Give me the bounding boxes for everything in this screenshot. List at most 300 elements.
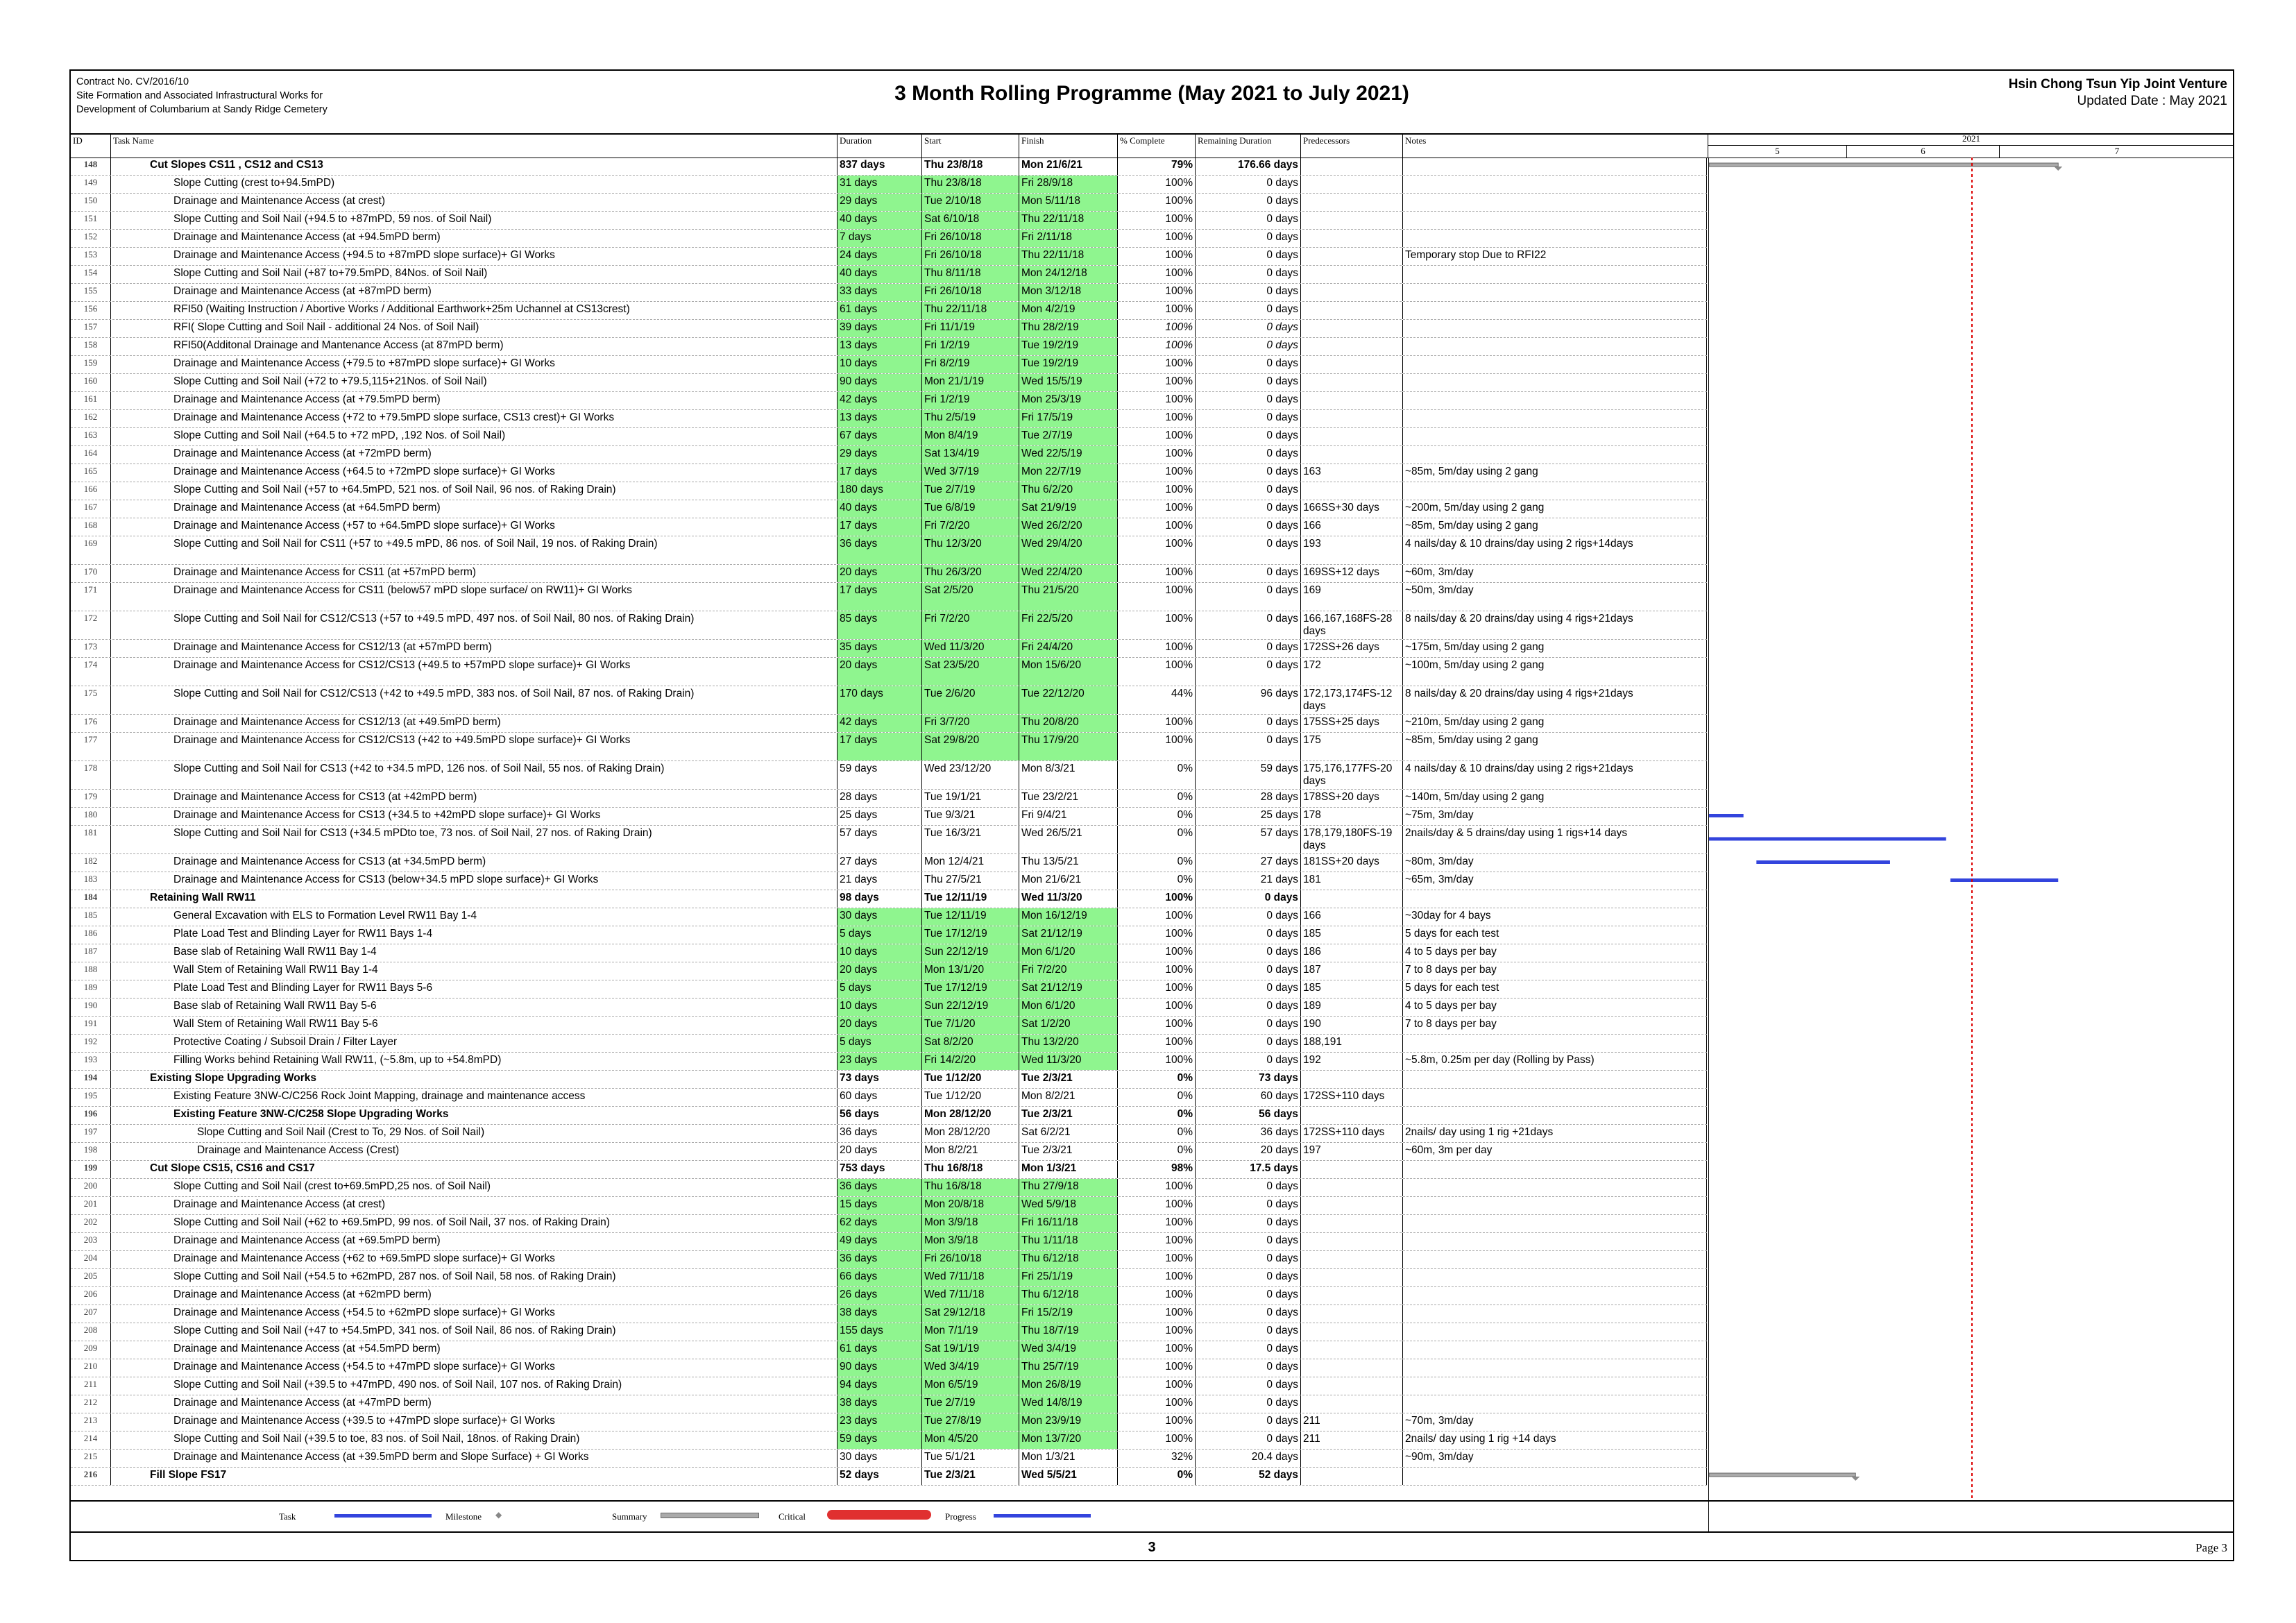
- task-name: Drainage and Maintenance Access (at +79.5mPD berm): [111, 392, 837, 409]
- task-notes: [1403, 1071, 1707, 1088]
- task-start: Sat 23/5/20: [922, 658, 1019, 686]
- task-finish: Wed 29/4/20: [1019, 536, 1118, 564]
- task-finish: Mon 21/6/21: [1019, 872, 1118, 890]
- task-id: 157: [71, 320, 111, 337]
- summary-task-row: [71, 1161, 1707, 1179]
- task-id: 200: [71, 1179, 111, 1196]
- task-name: Drainage and Maintenance Access for CS12/13 (at +49.5mPD berm): [111, 715, 837, 732]
- task-remaining: 0 days: [1196, 1233, 1301, 1250]
- task-start: Mon 7/1/19: [922, 1323, 1019, 1341]
- task-predecessors: 178,179,180FS-19 days: [1301, 826, 1403, 853]
- task-pct-complete: 100%: [1118, 1197, 1196, 1214]
- task-remaining: 0 days: [1196, 446, 1301, 464]
- task-id: 206: [71, 1287, 111, 1305]
- task-start: Tue 7/1/20: [922, 1017, 1019, 1034]
- task-pct-complete: 100%: [1118, 374, 1196, 391]
- task-finish: Thu 6/12/18: [1019, 1251, 1118, 1268]
- task-notes: ~175m, 5m/day using 2 gang: [1403, 640, 1707, 657]
- task-start: Fri 26/10/18: [922, 1251, 1019, 1268]
- task-name: Slope Cutting (crest to+94.5mPD): [111, 176, 837, 193]
- task-pct-complete: 100%: [1118, 338, 1196, 355]
- task-finish: Sat 21/12/19: [1019, 926, 1118, 944]
- task-name: Drainage and Maintenance Access for CS13 (at +42mPD berm): [111, 790, 837, 807]
- table-row: [71, 1179, 1707, 1197]
- task-notes: ~30day for 4 bays: [1403, 908, 1707, 926]
- task-duration: 837 days: [837, 158, 922, 175]
- table-row: [71, 1035, 1707, 1053]
- page-number: 3: [1148, 1540, 1156, 1555]
- task-predecessors: 163: [1301, 464, 1403, 482]
- col-notes: Notes: [1403, 133, 1708, 158]
- task-start: Tue 2/7/19: [922, 1395, 1019, 1413]
- task-name: Slope Cutting and Soil Nail (+47 to +54.5mPD, 341 nos. of Soil Nail, 86 nos. of Raking Drain): [111, 1323, 837, 1341]
- task-duration: 56 days: [837, 1107, 922, 1124]
- task-notes: ~60m, 3m/day: [1403, 565, 1707, 582]
- task-pct-complete: 100%: [1118, 640, 1196, 657]
- task-name: Wall Stem of Retaining Wall RW11 Bay 5-6: [111, 1017, 837, 1034]
- task-id: 216: [71, 1468, 111, 1485]
- table-row: [71, 1233, 1707, 1251]
- task-id: 149: [71, 176, 111, 193]
- task-bar: [1709, 814, 1744, 817]
- task-start: Thu 8/11/18: [922, 266, 1019, 283]
- table-row: [71, 872, 1707, 890]
- task-pct-complete: 0%: [1118, 790, 1196, 807]
- task-id: 203: [71, 1233, 111, 1250]
- task-predecessors: 172SS+26 days: [1301, 640, 1403, 657]
- task-notes: ~90m, 3m/day: [1403, 1450, 1707, 1467]
- task-duration: 35 days: [837, 640, 922, 657]
- summary-task-row: [71, 1468, 1707, 1486]
- task-finish: Tue 2/7/19: [1019, 428, 1118, 445]
- summary-task-row: [71, 1071, 1707, 1089]
- legend-milestone-label: Milestone: [445, 1511, 482, 1522]
- task-name: Slope Cutting and Soil Nail (+39.5 to +47mPD, 490 nos. of Soil Nail, 107 nos. of Raking Drain): [111, 1377, 837, 1395]
- task-start: Mon 13/1/20: [922, 962, 1019, 980]
- task-predecessors: [1301, 1107, 1403, 1124]
- task-pct-complete: 100%: [1118, 428, 1196, 445]
- task-start: Mon 28/12/20: [922, 1107, 1019, 1124]
- task-notes: ~5.8m, 0.25m per day (Rolling by Pass): [1403, 1053, 1707, 1070]
- task-finish: Wed 11/3/20: [1019, 890, 1118, 908]
- task-predecessors: 172SS+110 days: [1301, 1125, 1403, 1142]
- task-name: Slope Cutting and Soil Nail for CS12/CS13 (+57 to +49.5 mPD, 497 nos. of Soil Nail, 80 nos. of Raking Drain): [111, 611, 837, 639]
- task-name: Cut Slope CS15, CS16 and CS17: [111, 1161, 837, 1178]
- task-id: 191: [71, 1017, 111, 1034]
- task-finish: Thu 1/11/18: [1019, 1233, 1118, 1250]
- table-row: [71, 854, 1707, 872]
- task-duration: 73 days: [837, 1071, 922, 1088]
- task-pct-complete: 44%: [1118, 686, 1196, 714]
- task-predecessors: 185: [1301, 980, 1403, 998]
- task-pct-complete: 0%: [1118, 1089, 1196, 1106]
- table-row: [71, 500, 1707, 518]
- task-id: 198: [71, 1143, 111, 1160]
- task-remaining: 0 days: [1196, 1197, 1301, 1214]
- table-row: [71, 1053, 1707, 1071]
- task-name: Drainage and Maintenance Access (at +54.5mPD berm): [111, 1341, 837, 1359]
- task-finish: Tue 22/12/20: [1019, 686, 1118, 714]
- table-row: [71, 410, 1707, 428]
- task-remaining: 0 days: [1196, 320, 1301, 337]
- task-pct-complete: 100%: [1118, 266, 1196, 283]
- task-id: 215: [71, 1450, 111, 1467]
- task-id: 168: [71, 518, 111, 536]
- task-id: 188: [71, 962, 111, 980]
- task-remaining: 56 days: [1196, 1107, 1301, 1124]
- task-name: Slope Cutting and Soil Nail (+87 to+79.5mPD, 84Nos. of Soil Nail): [111, 266, 837, 283]
- task-notes: 7 to 8 days per bay: [1403, 962, 1707, 980]
- task-id: 169: [71, 536, 111, 564]
- task-remaining: 0 days: [1196, 518, 1301, 536]
- task-start: Tue 27/8/19: [922, 1413, 1019, 1431]
- task-name: Drainage and Maintenance Access (at +39.5mPD berm and Slope Surface) + GI Works: [111, 1450, 837, 1467]
- task-pct-complete: 100%: [1118, 908, 1196, 926]
- task-finish: Mon 21/6/21: [1019, 158, 1118, 175]
- task-duration: 30 days: [837, 1450, 922, 1467]
- table-row: [71, 980, 1707, 999]
- task-predecessors: [1301, 1341, 1403, 1359]
- task-id: 178: [71, 761, 111, 789]
- task-name: Slope Cutting and Soil Nail (crest to+69.5mPD,25 nos. of Soil Nail): [111, 1179, 837, 1196]
- task-duration: 30 days: [837, 908, 922, 926]
- task-name: Drainage and Maintenance Access for CS13 (below+34.5 mPD slope surface)+ GI Works: [111, 872, 837, 890]
- task-duration: 5 days: [837, 1035, 922, 1052]
- task-predecessors: 169: [1301, 583, 1403, 611]
- task-finish: Thu 6/2/20: [1019, 482, 1118, 500]
- task-duration: 36 days: [837, 1125, 922, 1142]
- task-notes: Temporary stop Due to RFI22: [1403, 248, 1707, 265]
- task-name: Plate Load Test and Blinding Layer for RW11 Bays 1-4: [111, 926, 837, 944]
- task-start: Sat 6/10/18: [922, 212, 1019, 229]
- task-notes: [1403, 482, 1707, 500]
- task-pct-complete: 0%: [1118, 826, 1196, 853]
- task-predecessors: [1301, 1215, 1403, 1232]
- task-remaining: 0 days: [1196, 1287, 1301, 1305]
- task-duration: 42 days: [837, 392, 922, 409]
- summary-task-row: [71, 158, 1707, 176]
- task-pct-complete: 100%: [1118, 962, 1196, 980]
- task-finish: Fri 2/11/18: [1019, 230, 1118, 247]
- task-name: Drainage and Maintenance Access (at crest): [111, 1197, 837, 1214]
- task-notes: [1403, 176, 1707, 193]
- task-start: Mon 28/12/20: [922, 1125, 1019, 1142]
- task-duration: 59 days: [837, 761, 922, 789]
- table-row: [71, 374, 1707, 392]
- task-predecessors: [1301, 1450, 1403, 1467]
- task-duration: 40 days: [837, 500, 922, 518]
- task-notes: ~85m, 5m/day using 2 gang: [1403, 733, 1707, 760]
- task-start: Wed 11/3/20: [922, 640, 1019, 657]
- task-finish: Fri 16/11/18: [1019, 1215, 1118, 1232]
- task-pct-complete: 0%: [1118, 1468, 1196, 1485]
- task-duration: 61 days: [837, 302, 922, 319]
- task-pct-complete: 32%: [1118, 1450, 1196, 1467]
- table-row: [71, 761, 1707, 790]
- task-duration: 13 days: [837, 410, 922, 427]
- legend-task-label: Task: [279, 1511, 296, 1522]
- task-pct-complete: 100%: [1118, 302, 1196, 319]
- task-duration: 67 days: [837, 428, 922, 445]
- task-start: Tue 12/11/19: [922, 890, 1019, 908]
- task-predecessors: 190: [1301, 1017, 1403, 1034]
- task-name: Drainage and Maintenance Access (+62 to +69.5mPD slope surface)+ GI Works: [111, 1251, 837, 1268]
- table-row: [71, 320, 1707, 338]
- task-name: Base slab of Retaining Wall RW11 Bay 5-6: [111, 999, 837, 1016]
- task-start: Tue 9/3/21: [922, 808, 1019, 825]
- task-duration: 66 days: [837, 1269, 922, 1286]
- task-pct-complete: 100%: [1118, 536, 1196, 564]
- task-finish: Sat 1/2/20: [1019, 1017, 1118, 1034]
- task-duration: 60 days: [837, 1089, 922, 1106]
- task-notes: [1403, 338, 1707, 355]
- task-start: Tue 2/10/18: [922, 194, 1019, 211]
- task-notes: [1403, 890, 1707, 908]
- task-duration: 28 days: [837, 790, 922, 807]
- task-remaining: 0 days: [1196, 926, 1301, 944]
- task-remaining: 0 days: [1196, 230, 1301, 247]
- task-notes: ~85m, 5m/day using 2 gang: [1403, 518, 1707, 536]
- task-notes: [1403, 230, 1707, 247]
- task-finish: Tue 2/3/21: [1019, 1071, 1118, 1088]
- task-remaining: 0 days: [1196, 658, 1301, 686]
- task-start: Thu 23/8/18: [922, 158, 1019, 175]
- table-row: [71, 1251, 1707, 1269]
- task-start: Sat 2/5/20: [922, 583, 1019, 611]
- task-start: Tue 6/8/19: [922, 500, 1019, 518]
- task-name: Drainage and Maintenance Access for CS11 (below57 mPD slope surface/ on RW11)+ GI Works: [111, 583, 837, 611]
- task-finish: Thu 28/2/19: [1019, 320, 1118, 337]
- table-row: [71, 1323, 1707, 1341]
- task-duration: 13 days: [837, 338, 922, 355]
- task-start: Fri 3/7/20: [922, 715, 1019, 732]
- task-finish: Wed 22/5/19: [1019, 446, 1118, 464]
- task-id: 174: [71, 658, 111, 686]
- task-finish: Mon 25/3/19: [1019, 392, 1118, 409]
- task-duration: 40 days: [837, 212, 922, 229]
- task-remaining: 0 days: [1196, 176, 1301, 193]
- task-start: Tue 12/11/19: [922, 908, 1019, 926]
- task-notes: 5 days for each test: [1403, 980, 1707, 998]
- task-start: Thu 2/5/19: [922, 410, 1019, 427]
- task-name: Drainage and Maintenance Access (at +69.5mPD berm): [111, 1233, 837, 1250]
- task-name: Drainage and Maintenance Access (+94.5 to +87mPD slope surface)+ GI Works: [111, 248, 837, 265]
- task-remaining: 28 days: [1196, 790, 1301, 807]
- task-notes: [1403, 410, 1707, 427]
- task-duration: 61 days: [837, 1341, 922, 1359]
- task-duration: 15 days: [837, 1197, 922, 1214]
- task-start: Fri 1/2/19: [922, 392, 1019, 409]
- task-finish: Tue 2/3/21: [1019, 1107, 1118, 1124]
- task-finish: Wed 11/3/20: [1019, 1053, 1118, 1070]
- task-duration: 29 days: [837, 446, 922, 464]
- task-start: Sat 29/12/18: [922, 1305, 1019, 1323]
- table-row: [71, 1377, 1707, 1395]
- table-row: [71, 1017, 1707, 1035]
- task-name: Drainage and Maintenance Access for CS13 (+34.5 to +42mPD slope surface)+ GI Works: [111, 808, 837, 825]
- task-duration: 38 days: [837, 1395, 922, 1413]
- task-pct-complete: 100%: [1118, 583, 1196, 611]
- task-remaining: 0 days: [1196, 1413, 1301, 1431]
- table-row: [71, 266, 1707, 284]
- table-row: [71, 962, 1707, 980]
- task-id: 176: [71, 715, 111, 732]
- task-notes: [1403, 1107, 1707, 1124]
- task-pct-complete: 100%: [1118, 1179, 1196, 1196]
- task-id: 172: [71, 611, 111, 639]
- task-start: Wed 7/11/18: [922, 1269, 1019, 1286]
- task-finish: Mon 22/7/19: [1019, 464, 1118, 482]
- task-name: RFI50 (Waiting Instruction / Abortive Works / Additional Earthwork+25m Uchannel at CS13crest): [111, 302, 837, 319]
- task-predecessors: 187: [1301, 962, 1403, 980]
- task-pct-complete: 100%: [1118, 1395, 1196, 1413]
- task-start: Thu 12/3/20: [922, 536, 1019, 564]
- task-notes: ~200m, 5m/day using 2 gang: [1403, 500, 1707, 518]
- task-predecessors: [1301, 1305, 1403, 1323]
- summary-bar: [1709, 1473, 1855, 1477]
- timeline-month: 7: [2114, 146, 2120, 156]
- task-remaining: 0 days: [1196, 611, 1301, 639]
- task-finish: Mon 8/3/21: [1019, 761, 1118, 789]
- task-predecessors: [1301, 428, 1403, 445]
- task-id: 189: [71, 980, 111, 998]
- task-duration: 20 days: [837, 962, 922, 980]
- task-remaining: 0 days: [1196, 908, 1301, 926]
- task-finish: Wed 5/9/18: [1019, 1197, 1118, 1214]
- table-row: [71, 611, 1707, 640]
- task-start: Mon 3/9/18: [922, 1215, 1019, 1232]
- task-pct-complete: 0%: [1118, 854, 1196, 872]
- task-pct-complete: 100%: [1118, 1341, 1196, 1359]
- task-finish: Thu 13/5/21: [1019, 854, 1118, 872]
- task-name: Drainage and Maintenance Access (Crest): [111, 1143, 837, 1160]
- task-predecessors: [1301, 374, 1403, 391]
- task-predecessors: [1301, 1233, 1403, 1250]
- task-name: Drainage and Maintenance Access (at crest): [111, 194, 837, 211]
- task-start: Tue 1/12/20: [922, 1089, 1019, 1106]
- task-name: Slope Cutting and Soil Nail (Crest to To, 29 Nos. of Soil Nail): [111, 1125, 837, 1142]
- task-duration: 20 days: [837, 1143, 922, 1160]
- task-pct-complete: 0%: [1118, 872, 1196, 890]
- task-pct-complete: 100%: [1118, 980, 1196, 998]
- task-id: 201: [71, 1197, 111, 1214]
- task-start: Mon 8/2/21: [922, 1143, 1019, 1160]
- task-name: Drainage and Maintenance Access for CS11 (at +57mPD berm): [111, 565, 837, 582]
- task-start: Fri 8/2/19: [922, 356, 1019, 373]
- task-id: 166: [71, 482, 111, 500]
- table-row: [71, 338, 1707, 356]
- task-start: Tue 2/6/20: [922, 686, 1019, 714]
- task-remaining: 0 days: [1196, 1341, 1301, 1359]
- task-notes: 4 to 5 days per bay: [1403, 944, 1707, 962]
- task-notes: ~80m, 3m/day: [1403, 854, 1707, 872]
- task-pct-complete: 100%: [1118, 1215, 1196, 1232]
- task-notes: [1403, 1395, 1707, 1413]
- task-finish: Mon 1/3/21: [1019, 1450, 1118, 1467]
- task-pct-complete: 100%: [1118, 1035, 1196, 1052]
- task-remaining: 0 days: [1196, 266, 1301, 283]
- task-notes: [1403, 428, 1707, 445]
- task-predecessors: 197: [1301, 1143, 1403, 1160]
- task-id: 175: [71, 686, 111, 714]
- col-finish: Finish: [1019, 133, 1118, 158]
- task-notes: [1403, 1089, 1707, 1106]
- task-predecessors: [1301, 212, 1403, 229]
- table-row: [71, 999, 1707, 1017]
- task-name: Drainage and Maintenance Access (at +62mPD berm): [111, 1287, 837, 1305]
- task-name: Drainage and Maintenance Access for CS13 (at +34.5mPD berm): [111, 854, 837, 872]
- task-notes: ~100m, 5m/day using 2 gang: [1403, 658, 1707, 686]
- task-pct-complete: 100%: [1118, 1233, 1196, 1250]
- task-finish: Mon 3/12/18: [1019, 284, 1118, 301]
- table-row: [71, 518, 1707, 536]
- task-remaining: 0 days: [1196, 482, 1301, 500]
- task-notes: [1403, 284, 1707, 301]
- task-notes: [1403, 1251, 1707, 1268]
- table-row: [71, 1413, 1707, 1431]
- task-name: Drainage and Maintenance Access for CS12/CS13 (+42 to +49.5mPD slope surface)+ GI Works: [111, 733, 837, 760]
- task-duration: 17 days: [837, 733, 922, 760]
- task-duration: 27 days: [837, 854, 922, 872]
- task-name: Drainage and Maintenance Access (at +47mPD berm): [111, 1395, 837, 1413]
- task-pct-complete: 100%: [1118, 1413, 1196, 1431]
- page-label: Page 3: [2195, 1541, 2227, 1554]
- task-pct-complete: 100%: [1118, 658, 1196, 686]
- task-name: Slope Cutting and Soil Nail (+39.5 to toe, 83 nos. of Soil Nail, 18nos. of Raking Drain): [111, 1431, 837, 1449]
- task-predecessors: [1301, 248, 1403, 265]
- legend-critical-label: Critical: [779, 1511, 806, 1522]
- task-finish: Fri 7/2/20: [1019, 962, 1118, 980]
- task-predecessors: 189: [1301, 999, 1403, 1016]
- task-id: 150: [71, 194, 111, 211]
- col-task-name: Task Name: [111, 133, 837, 158]
- task-remaining: 0 days: [1196, 194, 1301, 211]
- task-finish: Mon 13/7/20: [1019, 1431, 1118, 1449]
- task-remaining: 0 days: [1196, 1215, 1301, 1232]
- task-predecessors: [1301, 1468, 1403, 1485]
- task-remaining: 176.66 days: [1196, 158, 1301, 175]
- task-start: Fri 7/2/20: [922, 611, 1019, 639]
- task-name: Drainage and Maintenance Access (at +64.5mPD berm): [111, 500, 837, 518]
- table-row: [71, 715, 1707, 733]
- task-name: RFI( Slope Cutting and Soil Nail - additional 24 Nos. of Soil Nail): [111, 320, 837, 337]
- task-duration: 59 days: [837, 1431, 922, 1449]
- task-bar: [1709, 838, 1946, 841]
- task-remaining: 0 days: [1196, 428, 1301, 445]
- task-start: Fri 26/10/18: [922, 284, 1019, 301]
- table-row: [71, 658, 1707, 686]
- task-notes: 4 nails/day & 10 drains/day using 2 rigs+21days: [1403, 761, 1707, 789]
- task-pct-complete: 100%: [1118, 999, 1196, 1016]
- table-row: [71, 790, 1707, 808]
- task-id: 156: [71, 302, 111, 319]
- task-predecessors: [1301, 230, 1403, 247]
- task-id: 209: [71, 1341, 111, 1359]
- task-predecessors: [1301, 890, 1403, 908]
- task-notes: ~75m, 3m/day: [1403, 808, 1707, 825]
- task-id: 199: [71, 1161, 111, 1178]
- task-notes: [1403, 1468, 1707, 1485]
- task-predecessors: [1301, 1359, 1403, 1377]
- task-start: Mon 20/8/18: [922, 1197, 1019, 1214]
- task-id: 184: [71, 890, 111, 908]
- task-duration: 10 days: [837, 356, 922, 373]
- task-duration: 5 days: [837, 926, 922, 944]
- task-pct-complete: 100%: [1118, 1287, 1196, 1305]
- task-id: 211: [71, 1377, 111, 1395]
- task-start: Tue 5/1/21: [922, 1450, 1019, 1467]
- task-pct-complete: 100%: [1118, 1323, 1196, 1341]
